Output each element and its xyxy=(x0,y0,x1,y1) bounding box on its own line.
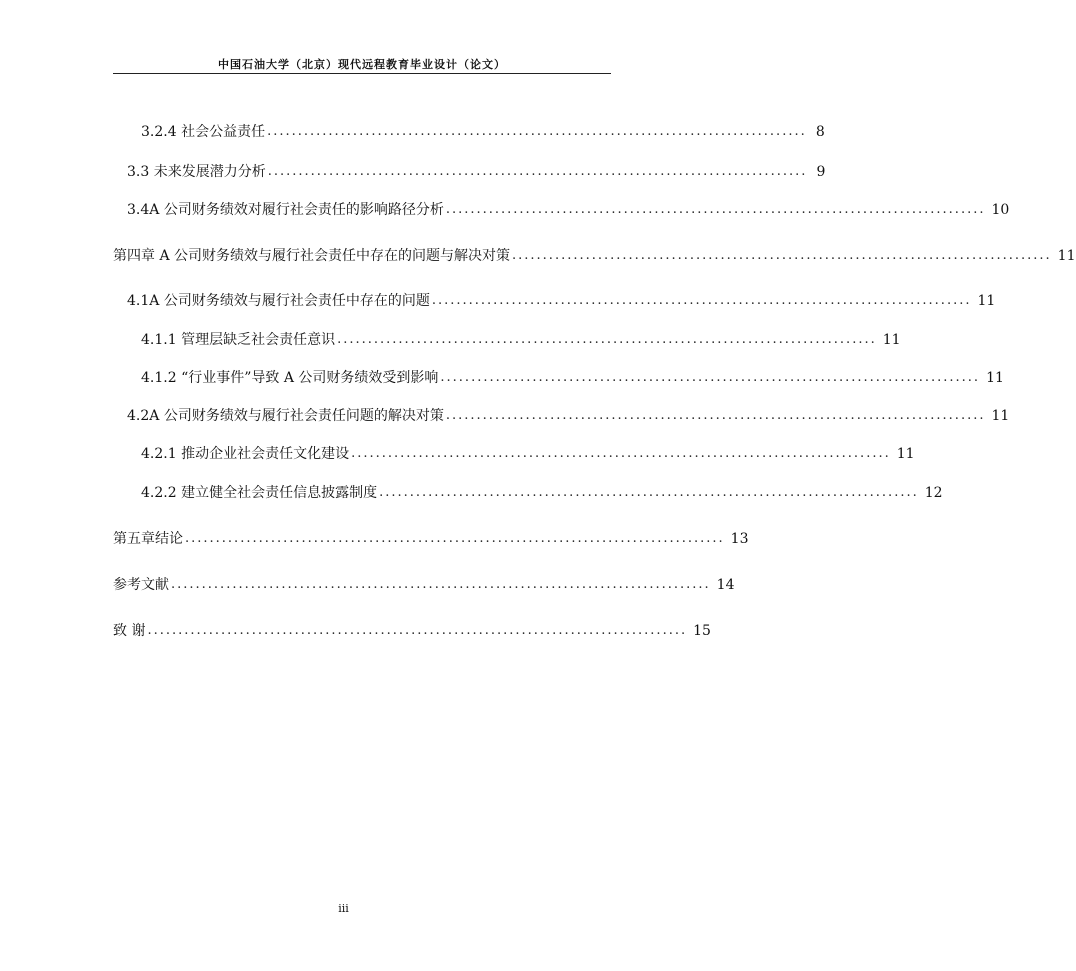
page-number: iii xyxy=(338,902,349,915)
toc-entry[interactable] xyxy=(141,122,825,142)
toc-entry[interactable] xyxy=(127,291,996,311)
toc-entry[interactable] xyxy=(141,368,1004,388)
toc-leader-dots: ........................................................................................ xyxy=(267,164,808,179)
page-header: 中国石油大学（北京）现代远程教育毕业设计（论文） xyxy=(218,58,506,71)
toc-leader-dots: ........................................................................................ xyxy=(512,248,1052,263)
toc-entry-title: 4.1.2 “行业事件”导致 A 公司财务绩效受到影响 xyxy=(141,370,439,386)
toc-entry-page: 12 xyxy=(924,485,943,501)
toc-entry-title: 3.3 未来发展潜力分析 xyxy=(127,164,266,180)
toc-entry-page: 11 xyxy=(896,446,915,462)
toc-entry-title: 4.2.1 推动企业社会责任文化建设 xyxy=(141,446,350,462)
toc-entry-page: 13 xyxy=(730,531,749,547)
toc-entry[interactable] xyxy=(113,529,749,549)
toc-entry-title: 第四章 A 公司财务绩效与履行社会责任中存在的问题与解决对策 xyxy=(113,248,511,264)
toc-entry-page: 11 xyxy=(991,408,1010,424)
toc-leader-dots: ........................................................................................ xyxy=(440,370,981,385)
toc-leader-dots: ........................................................................................ xyxy=(171,577,711,592)
toc-leader-dots: ........................................................................................ xyxy=(445,408,986,423)
toc-entry-title: 4.1.1 管理层缺乏社会责任意识 xyxy=(141,332,336,348)
toc-entry-title: 参考文献 xyxy=(113,577,169,593)
toc-leader-dots: ........................................................................................ xyxy=(337,332,877,347)
toc-entry[interactable] xyxy=(141,330,901,350)
toc-entry-title: 致 谢 xyxy=(113,623,146,639)
toc-entry-title: 4.2.2 建立健全社会责任信息披露制度 xyxy=(141,485,378,501)
toc-entry-page: 14 xyxy=(716,577,735,593)
toc-entry[interactable] xyxy=(127,162,826,182)
toc-entry-title: 4.1A 公司财务绩效与履行社会责任中存在的问题 xyxy=(127,293,430,309)
toc-leader-dots: ........................................................................................ xyxy=(445,202,986,217)
header-rule xyxy=(113,73,611,74)
toc-entry[interactable] xyxy=(113,575,735,595)
toc-leader-dots: ........................................................................................ xyxy=(267,124,807,139)
toc-entry-page: 11 xyxy=(882,332,901,348)
toc-entry-title: 4.2A 公司财务绩效与履行社会责任问题的解决对策 xyxy=(127,408,444,424)
toc-entry-title: 3.4A 公司财务绩效对履行社会责任的影响路径分析 xyxy=(127,202,444,218)
toc-leader-dots: ........................................................................................ xyxy=(147,623,688,638)
toc-leader-dots: ........................................................................................ xyxy=(185,531,725,546)
toc-entry-page: 11 xyxy=(986,370,1004,386)
toc-entry-title: 第五章结论 xyxy=(113,531,183,547)
toc-entry-page: 9 xyxy=(816,164,826,180)
toc-entry-page: 8 xyxy=(815,124,825,140)
toc-leader-dots: ........................................................................................ xyxy=(351,446,891,461)
toc-entry[interactable] xyxy=(141,483,943,503)
toc-entry[interactable] xyxy=(127,200,1010,220)
toc-entry[interactable] xyxy=(113,621,711,641)
toc-leader-dots: ........................................................................................ xyxy=(431,293,972,308)
toc-leader-dots: ........................................................................................ xyxy=(379,485,919,500)
toc-entry[interactable] xyxy=(141,444,915,464)
toc-entry[interactable] xyxy=(127,406,1010,426)
toc-entry[interactable] xyxy=(113,246,1076,266)
toc-entry-page: 10 xyxy=(991,202,1010,218)
toc-entry-page: 11 xyxy=(977,293,996,309)
toc-entry-title: 3.2.4 社会公益责任 xyxy=(141,124,266,140)
toc-entry-page: 11 xyxy=(1057,248,1076,264)
toc-entry-page: 15 xyxy=(693,623,711,639)
